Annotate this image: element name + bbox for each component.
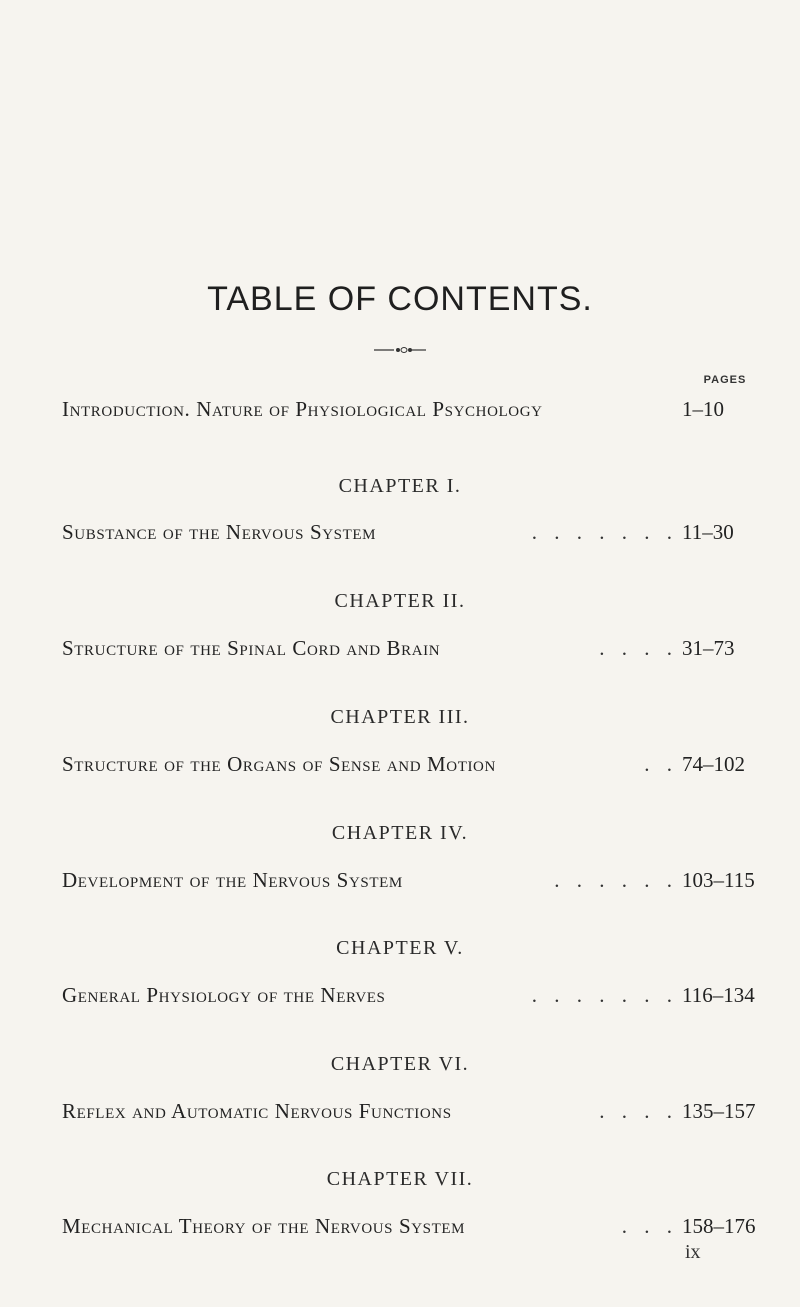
entry-title: Development of the Nervous System <box>62 868 403 892</box>
ornament-rule <box>374 346 426 354</box>
chapter-heading: CHAPTER VI. <box>330 1053 470 1075</box>
page-number: ix <box>685 1241 701 1263</box>
page-range: 116–134 <box>682 983 755 1007</box>
chapter-heading: CHAPTER III. <box>330 706 470 728</box>
dot-leader: . . . . . . . <box>531 983 678 1007</box>
pages-column-heading: PAGES <box>703 374 747 386</box>
dot-leader: . . . <box>621 1214 678 1238</box>
page-range: 31–73 <box>682 636 735 660</box>
chapter-heading: CHAPTER V. <box>336 937 464 959</box>
toc-entry-chapter-1 <box>62 520 772 552</box>
entry-title: Reflex and Automatic Nervous Functions <box>62 1099 452 1123</box>
chapter-heading: CHAPTER VII. <box>326 1168 474 1190</box>
chapter-heading: CHAPTER II. <box>334 590 466 612</box>
page-range: 103–115 <box>682 868 755 892</box>
toc-entry-chapter-2 <box>62 636 772 668</box>
entry-title: Introduction. Nature of Physiological Psychology <box>62 397 543 421</box>
page-range: 158–176 <box>682 1214 756 1238</box>
entry-title: Mechanical Theory of the Nervous System <box>62 1214 466 1238</box>
chapter-heading: CHAPTER IV. <box>331 822 469 844</box>
toc-entry-chapter-5 <box>62 983 772 1015</box>
dot-leader: . . . . . . . <box>531 520 678 544</box>
entry-title: General Physiology of the Nerves <box>62 983 386 1007</box>
entry-title: Structure of the Organs of Sense and Motion <box>62 752 496 776</box>
dot-leader: . . <box>644 752 678 776</box>
page-range: 1–10 <box>682 397 724 421</box>
toc-entry-introduction <box>62 397 772 429</box>
dot-leader: . . . . . . <box>554 868 678 892</box>
page-title: TABLE OF CONTENTS. <box>207 280 593 318</box>
chapter-heading: CHAPTER I. <box>338 475 462 497</box>
toc-entry-chapter-3 <box>62 752 772 784</box>
page-range: 11–30 <box>682 520 734 544</box>
toc-entry-chapter-6 <box>62 1099 772 1131</box>
page-range: 74–102 <box>682 752 745 776</box>
dot-leader: . . . . <box>599 636 678 660</box>
toc-entry-chapter-7 <box>62 1214 772 1246</box>
page-range: 135–157 <box>682 1099 756 1123</box>
dot-leader: . . . . <box>599 1099 678 1123</box>
toc-entry-chapter-4 <box>62 868 772 900</box>
entry-title: Structure of the Spinal Cord and Brain <box>62 636 441 660</box>
entry-title: Substance of the Nervous System <box>62 520 377 544</box>
